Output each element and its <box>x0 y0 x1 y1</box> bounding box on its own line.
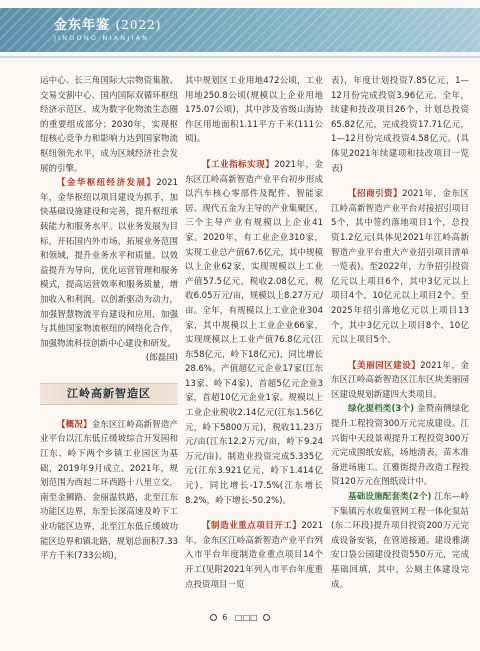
yearbook-year: (2022) <box>115 18 162 32</box>
section-tag-industrial-indicators: 【工业指标实现】 <box>202 159 275 170</box>
author-credit: (郎磊国) <box>145 353 178 364</box>
paragraph-greening <box>331 402 469 490</box>
paragraph-text: 江东—岭下集镇污水收集管网工程一体化泵站(东二环段)提升项目投资200万元完成设备安装，在管道接通。建设雅湖安口袋公园建设投资550万元，完成基础回填，其中，公厕主体建设完成。 <box>331 492 469 590</box>
paragraph-continued: 运中心、长三角国际大宗物资集散、交易交割中心、国内国际双循环枢纽经济示范区、成为数字化物流生态圈的重要组成部分；2030年，实现枢纽核心竞争力和影响力达到国家物流枢纽领先水平，成为区域经济社会发展的引擎。 <box>40 76 178 174</box>
paragraph-hub-economy <box>40 176 178 351</box>
header-divider <box>0 56 480 58</box>
paragraph-text: 2021年，金东区江岭高新智造产业平台对接招引项目5个，其中签约落地项目1个，总投资1.2亿元(具体见2021年江岭高新智造产业平台重大产业招引项目清单一览表)。至2022年，力争招引投资亿元以上项目6个，其中3亿元以上项目4个，10亿元以上项目2个。至2025年招引落地亿元以上项目13个，其中3亿元以上项目8个、10亿元以上项目5个。 <box>331 189 469 346</box>
column-middle <box>185 74 323 592</box>
paragraph-overview <box>40 418 178 564</box>
section-tag-investment-attraction: 【招商引资】 <box>348 189 403 200</box>
column-right <box>331 74 469 592</box>
paragraph-continued: 其中规划区工业用地472公顷，工业用地250.8公顷(规模以上企业用地175.07公顷)，其中涉及省级山海协作区用地面积1.11平方千米(111公顷)。 <box>185 76 323 145</box>
section-tag-beautiful-park: 【美丽园区建设】 <box>348 360 421 371</box>
paragraph-text: 2021年，金东区江岭高新智造区江东区块美丽园区建设规划新建四大类项目。 <box>331 360 469 400</box>
paragraph-beautiful-park <box>331 359 469 403</box>
yearbook-name: 金东年鉴 <box>54 18 111 33</box>
paragraph-industrial-indicators <box>185 158 323 508</box>
page-footer <box>0 613 480 622</box>
subheading-infrastructure: 基础设施配套类(2个) <box>348 492 432 503</box>
yearbook-title <box>54 14 161 33</box>
paragraph-text: 2021年，金华枢纽以项目建设为抓手，加快基础设施建设和完善，提升枢纽承载能力和服务水平。以业务发展为目标，开拓国内外市场，拓展业务范围和领域，提升业务水平和质量。以效益提升为导向，优化运营管理和服务模式，提高运营效率和服务质量，增加收入和利润。以创新驱动为动力，加强智慧物流平台建设和应用，加强与其他国家物流枢纽的网络化合作，加强物流科技创新中心建设和研发。 <box>40 178 178 349</box>
paragraph-continued: 表)，年度计划投资7.85亿元，1—12月份完成投资3.96亿元。全年，续建和技改项目26个，计划总投资65.82亿元，完成投资17.71亿元，1—12月份完成投资4.58亿元。(具体见2021年续建项和技改项目一览表) <box>331 76 469 174</box>
paragraph-text: 2021年，金东区江岭高新智造产业平台列入市平台年度制造业重点项目14个开工(见附2021年列入市平台年度重点投资项目一览 <box>185 521 323 590</box>
page-header <box>0 0 480 66</box>
page-number: 6 □□□ <box>222 613 258 622</box>
paragraph-text: 金赞南侧绿化提升工程投资300万元完成建设。江兴街中天段景观提升工程投资300万元完成围纸安底，场地清表，苗木准备进场施工。江雅街提升改造工程投资120万元在图纸设计中。 <box>331 404 469 488</box>
paragraph-key-projects <box>185 519 323 592</box>
subheading-greening: 绿化提档类(3个) <box>348 404 415 415</box>
yearbook-pinyin: JINDONG NIANJIAN <box>54 34 150 42</box>
column-left <box>40 74 178 564</box>
section-tag-key-projects: 【制造业重点项目开工】 <box>202 521 302 532</box>
section-tag-hub-economy: 【金华枢纽经济发展】 <box>57 178 157 189</box>
paragraph-investment-attraction <box>331 187 469 348</box>
footer-ornament-icon <box>263 614 270 621</box>
footer-ornament-icon <box>210 614 217 621</box>
paragraph-infrastructure <box>331 490 469 592</box>
section-tag-overview: 【概况】 <box>57 419 92 430</box>
section-heading: 江岭高新智造区 <box>40 383 178 405</box>
paragraph-text: 2021年，金东区江岭高新智造产业平台初步形成以汽车核心零部件及配件、智能家居、现代五金为主导的产业集聚区，三个主导产业有规模以上企业41家。2020年，有工业企业310家，实现工业总产值67.6亿元，其中规模以上企业62家，实现规模以上工业产值57.5亿元，税收2.08亿元，税收6.05万元/亩，规模以上8.27万元/亩。全年，有规模以上工业企业304家，其中规模以上工业企业66家，实现规模以上工业产值76.8亿元(江东58亿元，岭下18亿元)，同比增长28.6%。产值超亿元企业17家(江东13家、岭下4家)，首超5亿元企业3家，首超10亿元企业1家。规模以上工业企业税收2.14亿元(江东1.56亿元，岭下5800万元)，税收11.23万元/亩(江东12.2万元/亩，岭下9.24万元/亩)。制造业投资完成5.335亿元(江东3.921亿元，岭下1.414亿元)，同比增长-17.5%(江东增长8.2%，岭下增长-50.2%)。 <box>185 159 323 506</box>
paragraph-text: 金东区江岭高新智造产业平台以江东低丘缓坡综合开发园和江东、岭下两个乡镇工业园区为基础，2019年9月成立。2021年，规划范围为西起二环西路十八里立交，南至金狮路、金丽温铁路，北至江东功能区边界，东至长深高速及岭下工业功能区边界，北至江东低丘缓坡功能区边界和镇北路，规划总面积7.33平方千米(733公顷)， <box>40 419 178 562</box>
